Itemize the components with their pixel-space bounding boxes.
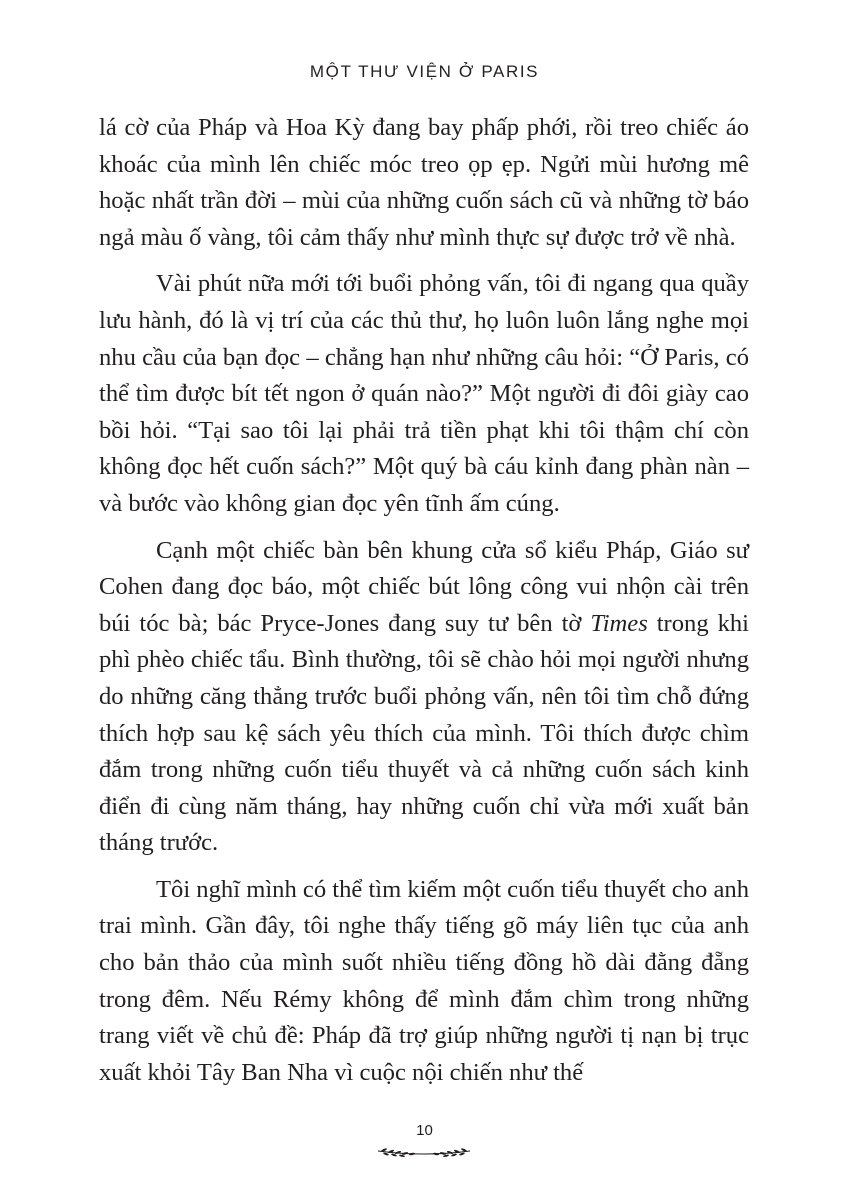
laurel-ornament-icon bbox=[374, 1143, 474, 1159]
newspaper-title: Times bbox=[590, 609, 648, 637]
running-header: MỘT THƯ VIỆN Ở PARIS bbox=[309, 62, 540, 81]
paragraph-1: lá cờ của Pháp và Hoa Kỳ đang bay phấp phới, rồi treo chiếc áo khoác của mình lên chiếc móc treo ọp ẹp. Ngửi mùi hương mê hoặc nhất trần đời – mùi của những cuốn sách cũ và những tờ báo ngả màu ố vàng, tôi cảm thấy như mình thực sự được trở về nhà. bbox=[99, 114, 749, 251]
paragraph-2: Vài phút nữa mới tới buổi phỏng vấn, tôi đi ngang qua quầy lưu hành, đó là vị trí của các thủ thư, họ luôn luôn lắng nghe mọi nhu cầu của bạn đọc – chẳng hạn như những câu hỏi: “Ở Paris, có thể tìm được bít tết ngon ở quán nào?” Một người đi đôi giày cao bồi hỏi. “Tại sao tôi lại phải trả tiền phạt khi tôi thậm chí còn không đọc hết cuốn sách?” Một quý bà cáu kỉnh đang phàn nàn – và bước vào không gian đọc yên tĩnh ấm cúng. bbox=[99, 270, 749, 517]
paragraph-3-part-2: trong khi phì phèo chiếc tẩu. Bình thường, tôi sẽ chào hỏi mọi người nhưng do những căng thẳng trước buổi phỏng vấn, nên tôi tìm chỗ đứng thích hợp sau kệ sách yêu thích của mình. Tôi thích được chìm đắm trong những cuốn tiểu thuyết và cả những cuốn sách kinh điển đi cùng năm tháng, hay những cuốn chỉ vừa mới xuất bản tháng trước. bbox=[99, 609, 750, 857]
paragraph-3 bbox=[99, 533, 749, 862]
paragraph-4: Tôi nghĩ mình có thể tìm kiếm một cuốn tiểu thuyết cho anh trai mình. Gần đây, tôi nghe thấy tiếng gõ máy liên tục của anh cho bản thảo của mình suốt nhiều tiếng đồng hồ dài đằng đẵng trong đêm. Nếu Rémy không để mình đắm chìm trong những trang viết về chủ đề: Pháp đã trợ giúp những người tị nạn bị trục xuất khỏi Tây Ban Nha vì cuộc nội chiến như thế bbox=[99, 875, 749, 1086]
page-number: 10 bbox=[416, 1122, 433, 1139]
paragraph-3-part-1: Cạnh một chiếc bàn bên khung cửa sổ kiểu Pháp, Giáo sư Cohen đang đọc báo, một chiếc bút lông công vui nhộn cài trên búi tóc bà; bác Pryce-Jones đang suy tư bên tờ bbox=[99, 536, 749, 637]
body-text bbox=[99, 110, 749, 1091]
